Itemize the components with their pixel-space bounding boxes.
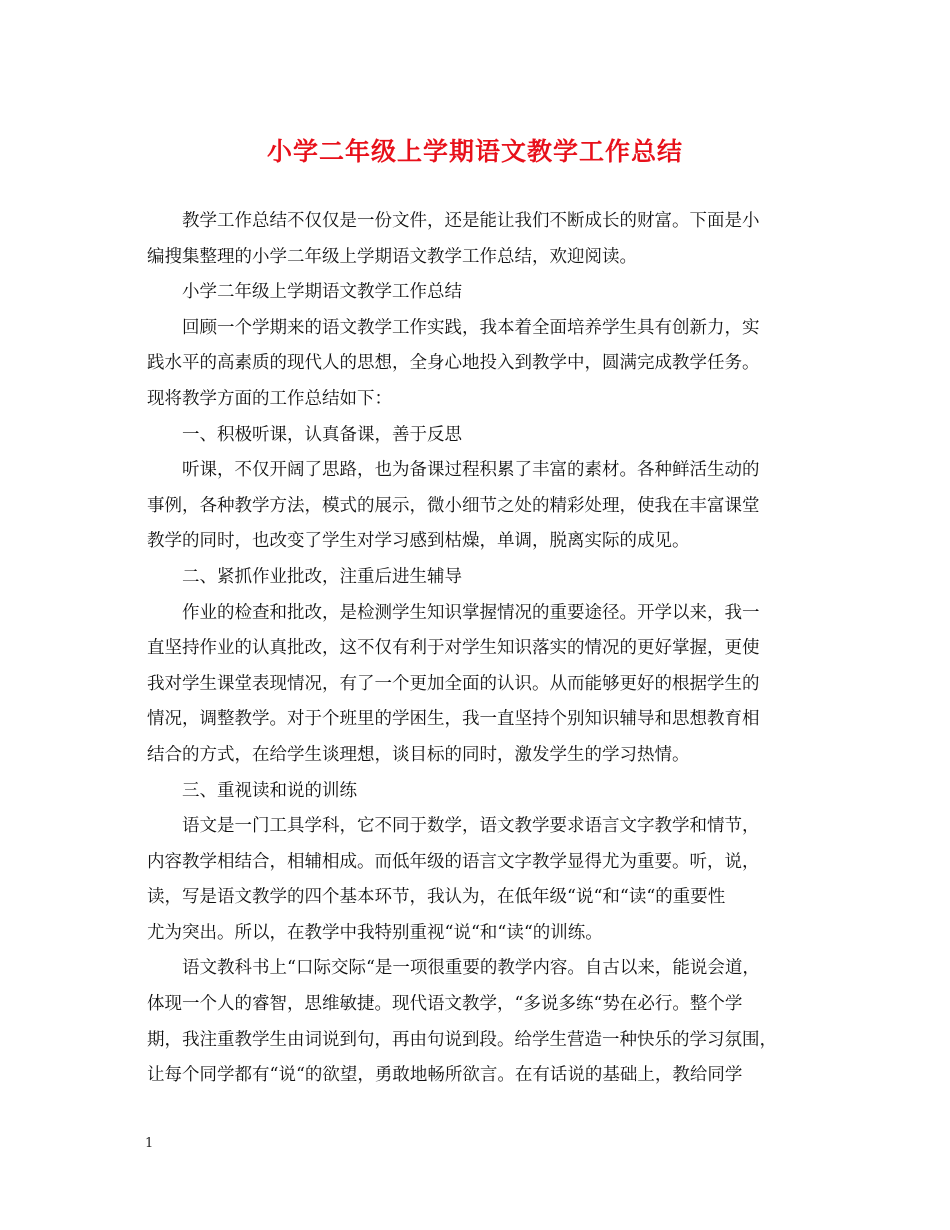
text-line: 内容教学相结合，相辅相成。而低年级的语言文字教学显得尤为重要。听，说， (147, 851, 760, 872)
text-line: 语文是一门工具学科，它不同于数学，语文教学要求语言文字教学和情节， (182, 816, 760, 837)
text-line: 直坚持作业的认真批改，这不仅有利于对学生知识落实的情况的更好掌握，更使 (147, 638, 760, 659)
text-line: 结合的方式，在给学生谈理想，谈目标的同时，激发学生的学习热情。 (147, 744, 690, 765)
page-number: 1 (145, 1136, 154, 1151)
text-line: 期，我注重教学生由词说到句，再由句说到段。给学生营造一种快乐的学习氛围， (147, 1029, 777, 1050)
document-title: 小学二年级上学期语文教学工作总结 (266, 137, 683, 166)
text-line: 我对学生课堂表现情况，有了一个更加全面的认识。从而能够更好的根据学生的 (147, 673, 760, 694)
text-line: 作业的检查和批改，是检测学生知识掌握情况的重要途径。开学以来，我一 (182, 602, 760, 623)
text-line: 事例，各种教学方法，模式的展示，微小细节之处的精彩处理，使我在丰富课堂 (147, 495, 760, 516)
document-body (147, 204, 803, 1094)
subtitle-line: 小学二年级上学期语文教学工作总结 (182, 282, 462, 303)
text-line: 情况，调整教学。对于个班里的学困生，我一直坚持个别知识辅导和思想教育相 (147, 709, 760, 730)
text-line: 语文教科书上“口际交际“是一项很重要的教学内容。自古以来，能说会道， (182, 958, 760, 979)
text-line: 尤为突出。所以，在教学中我特别重视“说“和“读“的训练。 (147, 922, 603, 943)
text-line: 践水平的高素质的现代人的思想，全身心地投入到教学中，圆满完成教学任务。 (147, 353, 760, 374)
text-line: 让每个同学都有“说“的欲望，勇敢地畅所欲言。在有话说的基础上，教给同学 (147, 1065, 743, 1086)
text-line: 回顾一个学期来的语文教学工作实践，我本着全面培养学生具有创新力，实 (182, 317, 760, 338)
text-line: 教学的同时，也改变了学生对学习感到枯燥，单调，脱离实际的成见。 (147, 531, 690, 552)
text-line: 体现一个人的睿智，思维敏捷。现代语文教学，“多说多练“势在必行。整个学 (147, 994, 743, 1015)
text-line: 编搜集整理的小学二年级上学期语文教学工作总结，欢迎阅读。 (147, 246, 637, 267)
text-line: 现将教学方面的工作总结如下： (147, 388, 392, 409)
section-heading: 一、积极听课，认真备课，善于反思 (182, 424, 462, 445)
text-line: 读，写是语文教学的四个基本环节，我认为，在低年级“说“和“读“的重要性 (147, 887, 726, 908)
text-line: 教学工作总结不仅仅是一份文件，还是能让我们不断成长的财富。下面是小 (182, 211, 760, 231)
section-heading: 三、重视读和说的训练 (182, 780, 357, 801)
text-line: 听课，不仅开阔了思路，也为备课过程积累了丰富的素材。各种鲜活生动的 (182, 460, 760, 481)
section-heading: 二、紧抓作业批改，注重后进生辅导 (182, 566, 462, 587)
